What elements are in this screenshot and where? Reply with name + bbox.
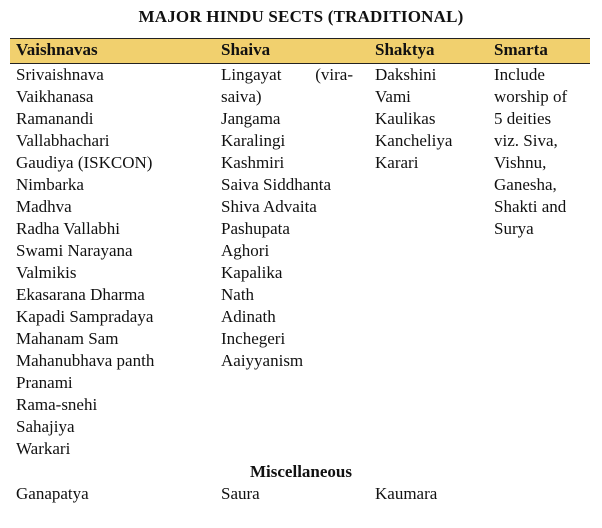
word: (vira- <box>315 65 353 84</box>
list-item: Saiva Siddhanta <box>221 175 332 194</box>
list-item: Karari <box>375 153 419 172</box>
list-item: worship of <box>494 87 568 106</box>
misc-item-ganapatya: Ganapatya <box>16 484 89 503</box>
list-item: Karalingi <box>221 131 286 150</box>
list-item: Ganesha, <box>494 175 557 194</box>
list-item: saiva) <box>221 87 262 106</box>
list-item: Nath <box>221 285 255 304</box>
list-item: Vishnu, <box>494 153 547 172</box>
miscellaneous-heading: Miscellaneous <box>250 462 352 481</box>
list-item: Nimbarka <box>16 175 84 194</box>
list-item: Madhva <box>16 197 72 216</box>
list-item: Include <box>494 65 545 84</box>
misc-item-saura: Saura <box>221 484 260 503</box>
list-item: Shiva Advaita <box>221 197 317 216</box>
list-item: Aaiyyanism <box>221 351 304 370</box>
list-item: Valmikis <box>16 263 77 282</box>
list-item <box>221 64 353 86</box>
column-heading-smarta: Smarta <box>494 40 548 59</box>
list-item: Adinath <box>221 307 276 326</box>
list-item: Radha Vallabhi <box>16 219 121 238</box>
column-heading-vaishnavas: Vaishnavas <box>16 40 98 59</box>
list-item: viz. Siva, <box>494 131 558 150</box>
list-item: Kashmiri <box>221 153 285 172</box>
misc-item-kaumara: Kaumara <box>375 484 438 503</box>
list-item: Vami <box>375 87 411 106</box>
column-vaishnavas <box>16 64 202 460</box>
list-item: Surya <box>494 219 534 238</box>
list-item: Sahajiya <box>16 417 75 436</box>
list-item: Ekasarana Dharma <box>16 285 145 304</box>
list-item: Kancheliya <box>375 131 453 150</box>
word: Lingayat <box>221 65 282 84</box>
column-shaktya <box>375 64 485 174</box>
column-smarta <box>494 64 590 240</box>
list-item: Kapalika <box>221 263 283 282</box>
list-item: Ramanandi <box>16 109 94 128</box>
list-item: Aghori <box>221 241 270 260</box>
list-item: Warkari <box>16 439 71 458</box>
list-item: 5 deities <box>494 109 552 128</box>
column-heading-shaiva: Shaiva <box>221 40 271 59</box>
list-item: Gaudiya (ISKCON) <box>16 153 153 172</box>
list-item: Pashupata <box>221 219 290 238</box>
list-item: Swami Narayana <box>16 241 133 260</box>
list-item: Vallabhachari <box>16 131 110 150</box>
list-item: Vaikhanasa <box>16 87 94 106</box>
list-item: Mahanam Sam <box>16 329 119 348</box>
list-item: Rama-snehi <box>16 395 98 414</box>
list-item: Dakshini <box>375 65 437 84</box>
list-item: Kaulikas <box>375 109 436 128</box>
list-item: Srivaishnava <box>16 65 104 84</box>
list-item: Jangama <box>221 109 281 128</box>
column-shaiva <box>221 64 353 372</box>
list-item: Inchegeri <box>221 329 286 348</box>
list-item: Shakti and <box>494 197 567 216</box>
page-title: MAJOR HINDU SECTS (TRADITIONAL) <box>138 7 464 26</box>
column-heading-shaktya: Shaktya <box>375 40 435 59</box>
list-item: Pranami <box>16 373 73 392</box>
list-item: Mahanubhava panth <box>16 351 155 370</box>
list-item: Kapadi Sampradaya <box>16 307 154 326</box>
